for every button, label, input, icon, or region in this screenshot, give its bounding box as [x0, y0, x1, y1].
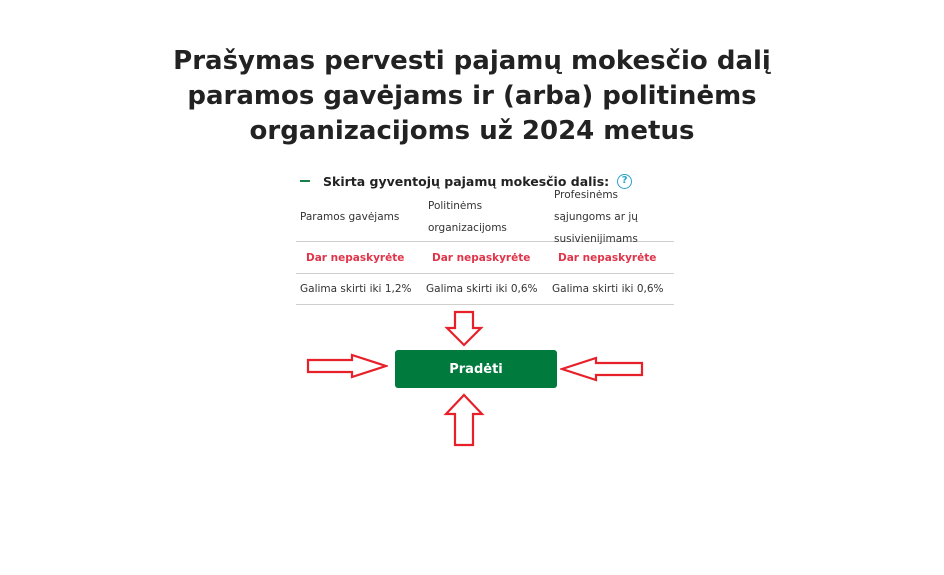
- header-profesinems-sajungoms: Profesinėms sąjungoms ar jų susivienijimams: [554, 188, 638, 245]
- header-paramos-gavejams: Paramos gavėjams: [300, 210, 400, 223]
- help-icon[interactable]: ?: [617, 174, 632, 189]
- page-title: Prašymas pervesti pajamų mokesčio dalį paramos gavėjams ir (arba) politinėms organizacijoms už 2024 metus: [173, 46, 771, 146]
- arrow-down-icon: [444, 310, 484, 348]
- limit-politinems-organizacijoms: Galima skirti iki 0,6%: [426, 283, 538, 295]
- status-profesinems-sajungoms: Dar nepaskyrėte: [558, 251, 657, 264]
- limit-profesinems-sajungoms: Galima skirti iki 0,6%: [552, 283, 664, 295]
- arrow-left-icon: [560, 356, 644, 382]
- section-heading: Skirta gyventojų pajamų mokesčio dalis:: [323, 173, 610, 189]
- table-status-row: [296, 242, 674, 274]
- table-header-row: [296, 188, 674, 245]
- tax-share-table: [296, 188, 674, 305]
- table-limit-row: [296, 274, 674, 305]
- header-politinems-organizacijoms: Politinėms organizacijoms: [428, 199, 507, 234]
- collapse-icon[interactable]: [300, 180, 310, 182]
- status-politinems-organizacijoms: Dar nepaskyrėte: [432, 251, 531, 264]
- start-button[interactable]: Pradėti: [395, 350, 557, 388]
- arrow-up-icon: [443, 393, 485, 447]
- arrow-right-icon: [306, 353, 388, 379]
- status-paramos-gavejams: Dar nepaskyrėte: [306, 251, 405, 264]
- limit-paramos-gavejams: Galima skirti iki 1,2%: [300, 283, 412, 295]
